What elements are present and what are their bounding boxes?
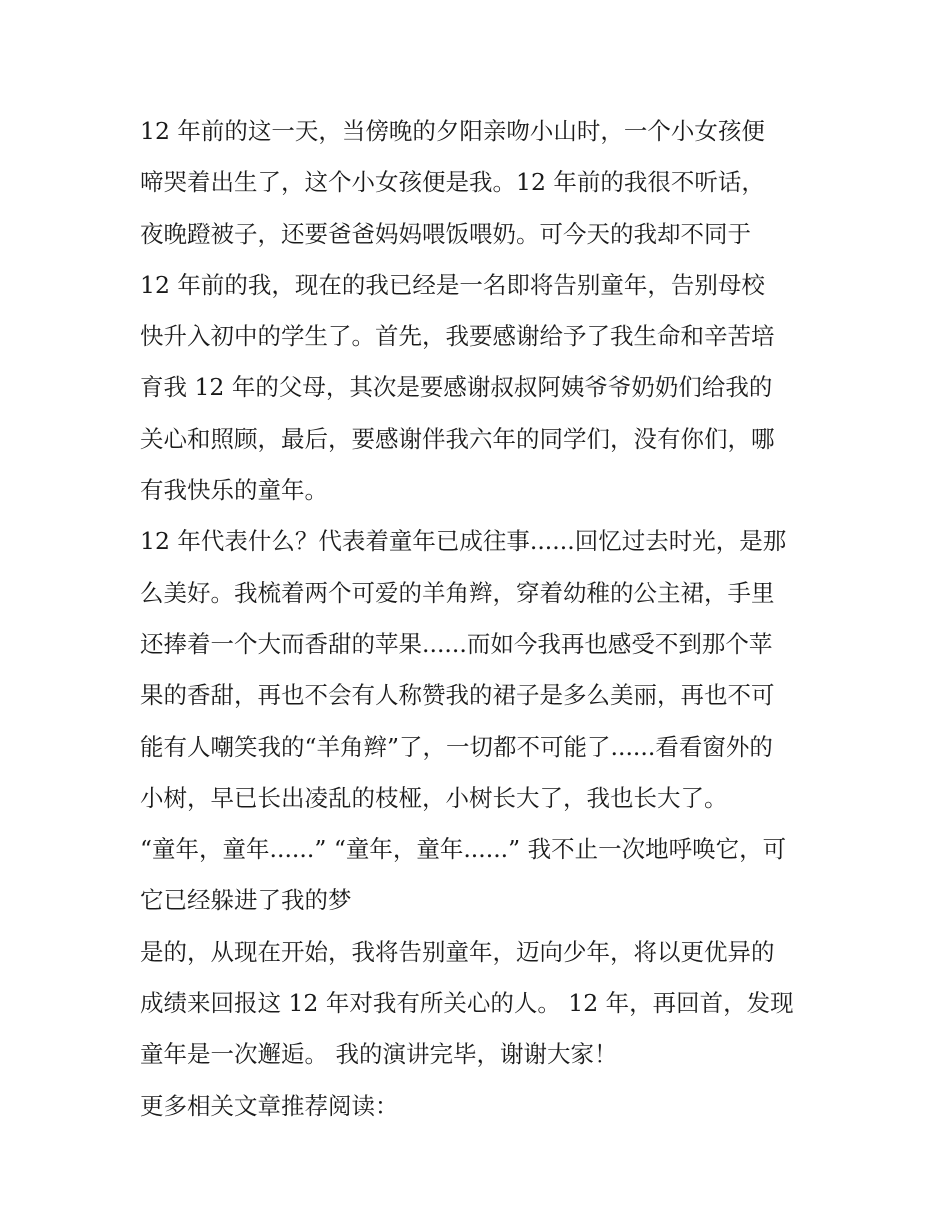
text-line-19: 童年是一次邂逅。 我的演讲完毕，谢谢大家！	[140, 1040, 618, 1069]
text-line-17: 是的，从现在开始，我将告别童年，迈向少年，将以更优异的	[140, 937, 775, 966]
text-line-13: 能有人嘲笑我的“羊角辫”了，一切都不可能了......看看窗外的	[140, 732, 773, 761]
speech-text	[140, 106, 820, 1132]
text-line-5: 快升入初中的学生了。首先，我要感谢给予了我生命和辛苦培	[140, 322, 775, 351]
related-articles-heading: 更多相关文章推荐阅读：	[140, 1091, 399, 1120]
text-line-11: 还捧着一个大而香甜的苹果......而如今我再也感受不到那个苹	[140, 629, 773, 658]
text-line-15: “童年，童年......” “童年，童年......” 我不止一次地呼唤它，可	[140, 835, 787, 864]
text-line-4: 12 年前的我，现在的我已经是一名即将告别童年，告别母校	[140, 270, 765, 299]
text-line-14: 小树，早已长出凌乱的枝桠，小树长大了，我也长大了。	[140, 783, 728, 812]
text-line-6: 育我 12 年的父母，其次是要感谢叔叔阿姨爷爷奶奶们给我的	[140, 373, 773, 402]
text-line-9: 12 年代表什么？代表着童年已成往事......回忆过去时光，是那	[140, 527, 787, 556]
text-line-18: 成绩来回报这 12 年对我有所关心的人。 12 年，再回首，发现	[140, 989, 794, 1018]
text-line-3: 夜晚蹬被子，还要爸爸妈妈喂饭喂奶。可今天的我却不同于	[140, 219, 751, 248]
text-line-7: 关心和照顾，最后，要感谢伴我六年的同学们，没有你们，哪	[140, 424, 775, 453]
text-line-1: 12 年前的这一天，当傍晚的夕阳亲吻小山时，一个小女孩便	[140, 117, 765, 145]
text-line-12: 果的香甜，再也不会有人称赞我的裙子是多么美丽，再也不可	[140, 681, 775, 710]
text-line-2: 啼哭着出生了，这个小女孩便是我。12 年前的我很不听话，	[140, 168, 765, 197]
text-line-16: 它已经躲进了我的梦	[140, 886, 352, 915]
text-line-8: 有我快乐的童年。	[140, 476, 328, 505]
text-line-10: 么美好。我梳着两个可爱的羊角辫，穿着幼稚的公主裙，手里	[140, 578, 775, 607]
